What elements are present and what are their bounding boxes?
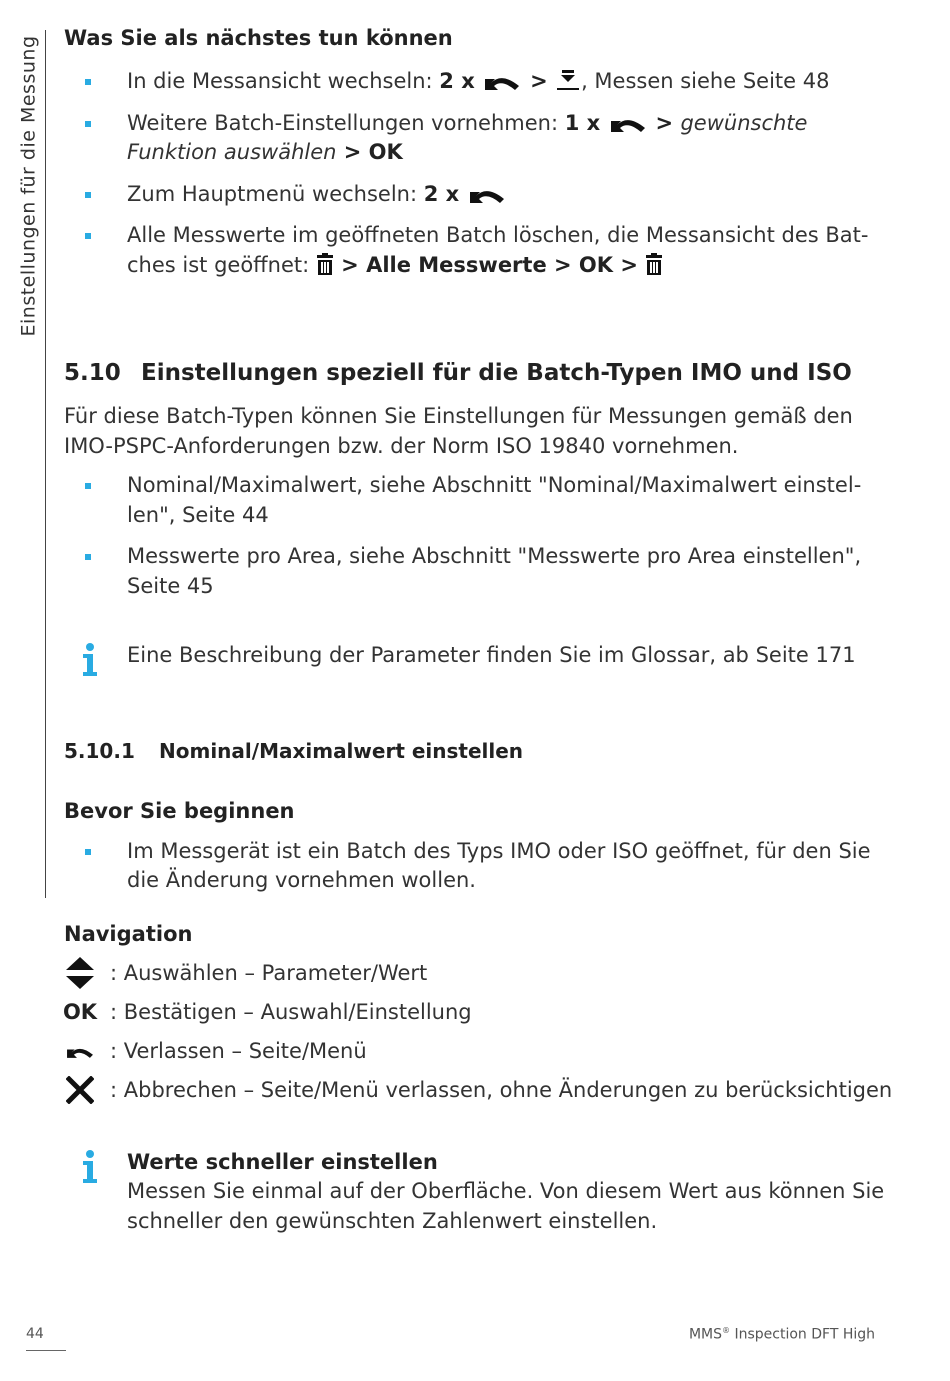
tip-title: Werte schneller einstellen — [127, 1149, 438, 1174]
list-item: In die Messansicht wechseln: 2 x > , Messen siehe Seite 48 — [64, 67, 894, 97]
list-item: Zum Hauptmenü wechseln: 2 x — [64, 180, 894, 210]
before-heading: Bevor Sie beginnen — [64, 798, 295, 823]
list-item: Alle Messwerte im geöffneten Batch löschen, die Messansicht des Batches ist geöffnet: > Alle Messwerte > OK > — [64, 221, 894, 280]
section-list — [64, 471, 894, 601]
back-icon — [64, 1041, 96, 1061]
trash-icon — [316, 252, 334, 276]
back-icon — [466, 183, 508, 205]
page-content — [64, 24, 894, 1236]
list-item: Messwerte pro Area, siehe Abschnitt "Messwerte pro Area einstellen", Seite 45 — [64, 542, 894, 601]
list-item: Nominal/Maximalwert, siehe Abschnitt "Nominal/Maximalwert einstellen", Seite 44 — [64, 471, 894, 530]
before-list — [64, 837, 894, 896]
back-icon — [607, 112, 649, 134]
back-icon — [481, 70, 523, 92]
next-steps-heading: Was Sie als nächstes tun können — [64, 26, 453, 50]
info-note: Eine Beschreibung der Parameter finden Sie im Glossar, ab Seite 171 — [64, 641, 894, 671]
info-icon — [80, 643, 100, 677]
side-rule — [45, 30, 46, 898]
navigation-legend — [64, 954, 894, 1110]
list-item: Weitere Batch-Einstellungen vornehmen: 1 x > gewünschte Funktion auswählen > OK — [64, 109, 894, 168]
section-heading: 5.10 Einstellungen speziell für die Batch-Typen IMO und ISO — [64, 360, 852, 386]
up-down-icon — [64, 956, 96, 990]
list-item: Im Messgerät ist ein Batch des Typs IMO oder ISO geöffnet, für den Sie die Änderung vornehmen wollen. — [64, 837, 894, 896]
subsection-heading: 5.10.1 Nominal/Maximalwert einstellen — [64, 738, 524, 763]
tip-text: Messen Sie einmal auf der Oberfläche. Von diesem Wert aus können Sie schneller den gewünschten Zahlenwert einstellen. — [127, 1179, 885, 1233]
section-intro: Für diese Batch-Typen können Sie Einstellungen für Messungen gemäß den IMO-PSPC-Anforderungen bzw. der Norm ISO 19840 vornehmen. — [64, 404, 853, 458]
close-icon — [64, 1076, 96, 1104]
page-number: 44 — [26, 1326, 44, 1342]
info-icon — [80, 1150, 100, 1184]
side-tab-label: Einstellungen für die Messung — [17, 35, 40, 337]
trash-icon — [645, 252, 663, 276]
measure-icon — [555, 68, 581, 92]
nav-row-cancel: : Abbrechen – Seite/Menü verlassen, ohne Änderungen zu berücksichtigen — [64, 1071, 894, 1110]
footer-rule — [26, 1350, 66, 1351]
tip-note — [64, 1148, 894, 1237]
navigation-heading: Navigation — [64, 921, 193, 946]
side-tab — [14, 30, 42, 342]
next-steps-list — [64, 67, 894, 280]
nav-row-confirm: OK : Bestätigen – Auswahl/Einstellung — [62, 1000, 472, 1024]
footer-product: MMS® Inspection DFT High — [688, 1326, 875, 1343]
ok-key: OK — [62, 1000, 98, 1024]
nav-row-select: : Auswählen – Parameter/Wert — [64, 954, 894, 993]
nav-row-back: : Verlassen – Seite/Menü — [64, 1032, 894, 1071]
